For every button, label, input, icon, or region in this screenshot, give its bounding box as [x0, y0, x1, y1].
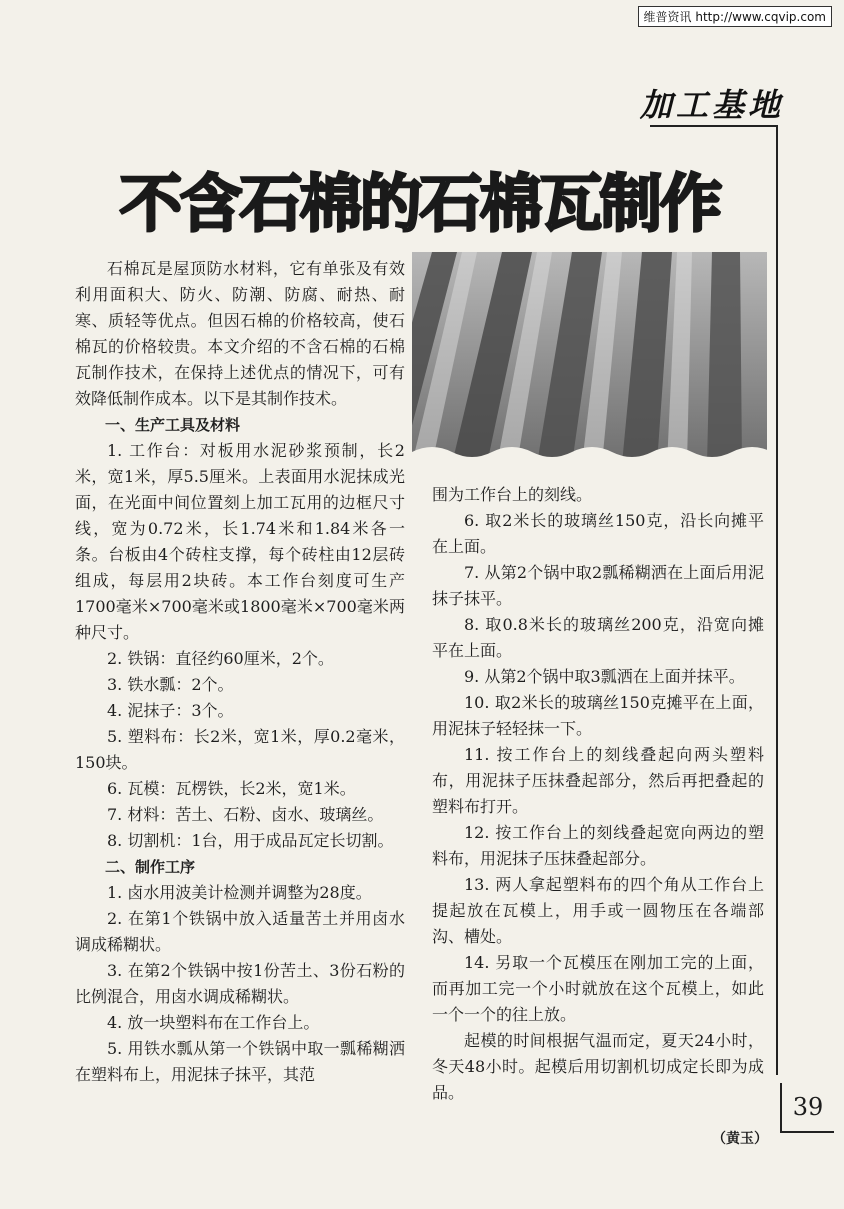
author-credit: （黄玉） [712, 1131, 768, 1147]
step-8: 8. 取0.8米长的玻璃丝200克，沿宽向摊平在上面。 [432, 615, 764, 660]
paragraph-plastic-sheet: 5. 塑料布：长2米，宽1米，厚0.2毫米，150块。 [75, 727, 405, 772]
step-2: 2. 在第1个铁锅中放入适量苦土并用卤水调成稀糊状。 [75, 909, 405, 954]
step-1: 1. 卤水用波美计检测并调整为28度。 [107, 883, 372, 902]
step-6: 6. 取2米长的玻璃丝150克，沿长向摊平在上面。 [432, 511, 764, 556]
paragraph-materials: 7. 材料：苦土、石粉、卤水、玻璃丝。 [107, 805, 384, 824]
section-heading-process: 二、制作工序 [105, 858, 196, 876]
paragraph-pot: 2. 铁锅：直径约60厘米，2个。 [107, 649, 334, 668]
intro-paragraph: 石棉瓦是屋顶防水材料，它有单张及有效利用面积大、防火、防潮、防腐、耐热、耐寒、质轻等优点。但因石棉的价格较高，使石棉瓦的价格较贵。本文介绍的不含石棉的石棉瓦制作技术，在保持上述优点的情况下，可有效降低制作成本。以下是其制作技术。 [75, 259, 405, 408]
paragraph-ladle: 3. 铁水瓢：2个。 [107, 675, 234, 694]
paragraph-workbench: 1. 工作台：对板用水泥砂浆预制，长2米，宽1米，厚5.5厘米。上表面用水泥抹成光面，在光面中间位置刻上加工瓦用的边框尺寸线，宽为0.72米，长1.74米和1.84米各一条。台板由4个砖柱支撑，每个砖柱由12层砖组成，每层用2块砖。本工作台刻度可生产1700毫米×700毫米或1800毫米×700毫米两种尺寸。 [75, 441, 405, 642]
step-3: 3. 在第2个铁锅中按1份苦土、3份石粉的比例混合，用卤水调成稀糊状。 [75, 961, 405, 1006]
step-4: 4. 放一块塑料布在工作台上。 [107, 1013, 320, 1032]
corrugated-sheet-photo [412, 252, 767, 464]
closing-paragraph: 起模的时间根据气温而定，夏天24小时，冬天48小时。起模后用切割机切成定长即为成品。 [432, 1031, 764, 1102]
section-label: 加工基地 [640, 86, 785, 124]
corrugated-sheet-image [412, 252, 767, 464]
step-11: 11. 按工作台上的刻线叠起向两头塑料布，用泥抹子压抹叠起部分，然后再把叠起的塑料布打开。 [432, 745, 764, 816]
step-13: 13. 两人拿起塑料布的四个角从工作台上提起放在瓦模上，用手或一圆物压在各端部沟、槽处。 [432, 875, 764, 946]
step-9: 9. 从第2个锅中取3瓢洒在上面并抹平。 [464, 667, 745, 686]
step-12: 12. 按工作台上的刻线叠起宽向两边的塑料布，用泥抹子压抹叠起部分。 [432, 823, 764, 868]
paragraph-trowel: 4. 泥抹子：3个。 [107, 701, 234, 720]
left-column [75, 256, 405, 1088]
step-14: 14. 另取一个瓦模压在刚加工完的上面，而再加工完一个小时就放在这个瓦模上，如此一个一个的往上放。 [432, 953, 764, 1024]
section-heading-tools: 一、生产工具及材料 [105, 416, 241, 434]
step-5: 5. 用铁水瓢从第一个铁锅中取一瓢稀糊洒在塑料布上，用泥抹子抹平，其范 [75, 1039, 405, 1084]
page-margin-rule [776, 125, 778, 1075]
right-column [432, 482, 764, 1106]
watermark: 维普资讯 http://www.cqvip.com [638, 6, 832, 27]
paragraph-cutter: 8. 切割机：1台，用于成品瓦定长切割。 [107, 831, 394, 850]
paragraph-tile-mold: 6. 瓦模：瓦楞铁，长2米，宽1米。 [107, 779, 356, 798]
step-7: 7. 从第2个锅中取2瓢稀糊洒在上面后用泥抹子抹平。 [432, 563, 764, 608]
step-5-continued: 围为工作台上的刻线。 [432, 485, 593, 504]
step-10: 10. 取2米长的玻璃丝150克摊平在上面，用泥抹子轻轻抹一下。 [432, 693, 764, 738]
header-rule [650, 125, 778, 127]
article-title: 不含石棉的石棉瓦制作 [119, 167, 720, 240]
page-number: 39 [780, 1083, 834, 1133]
